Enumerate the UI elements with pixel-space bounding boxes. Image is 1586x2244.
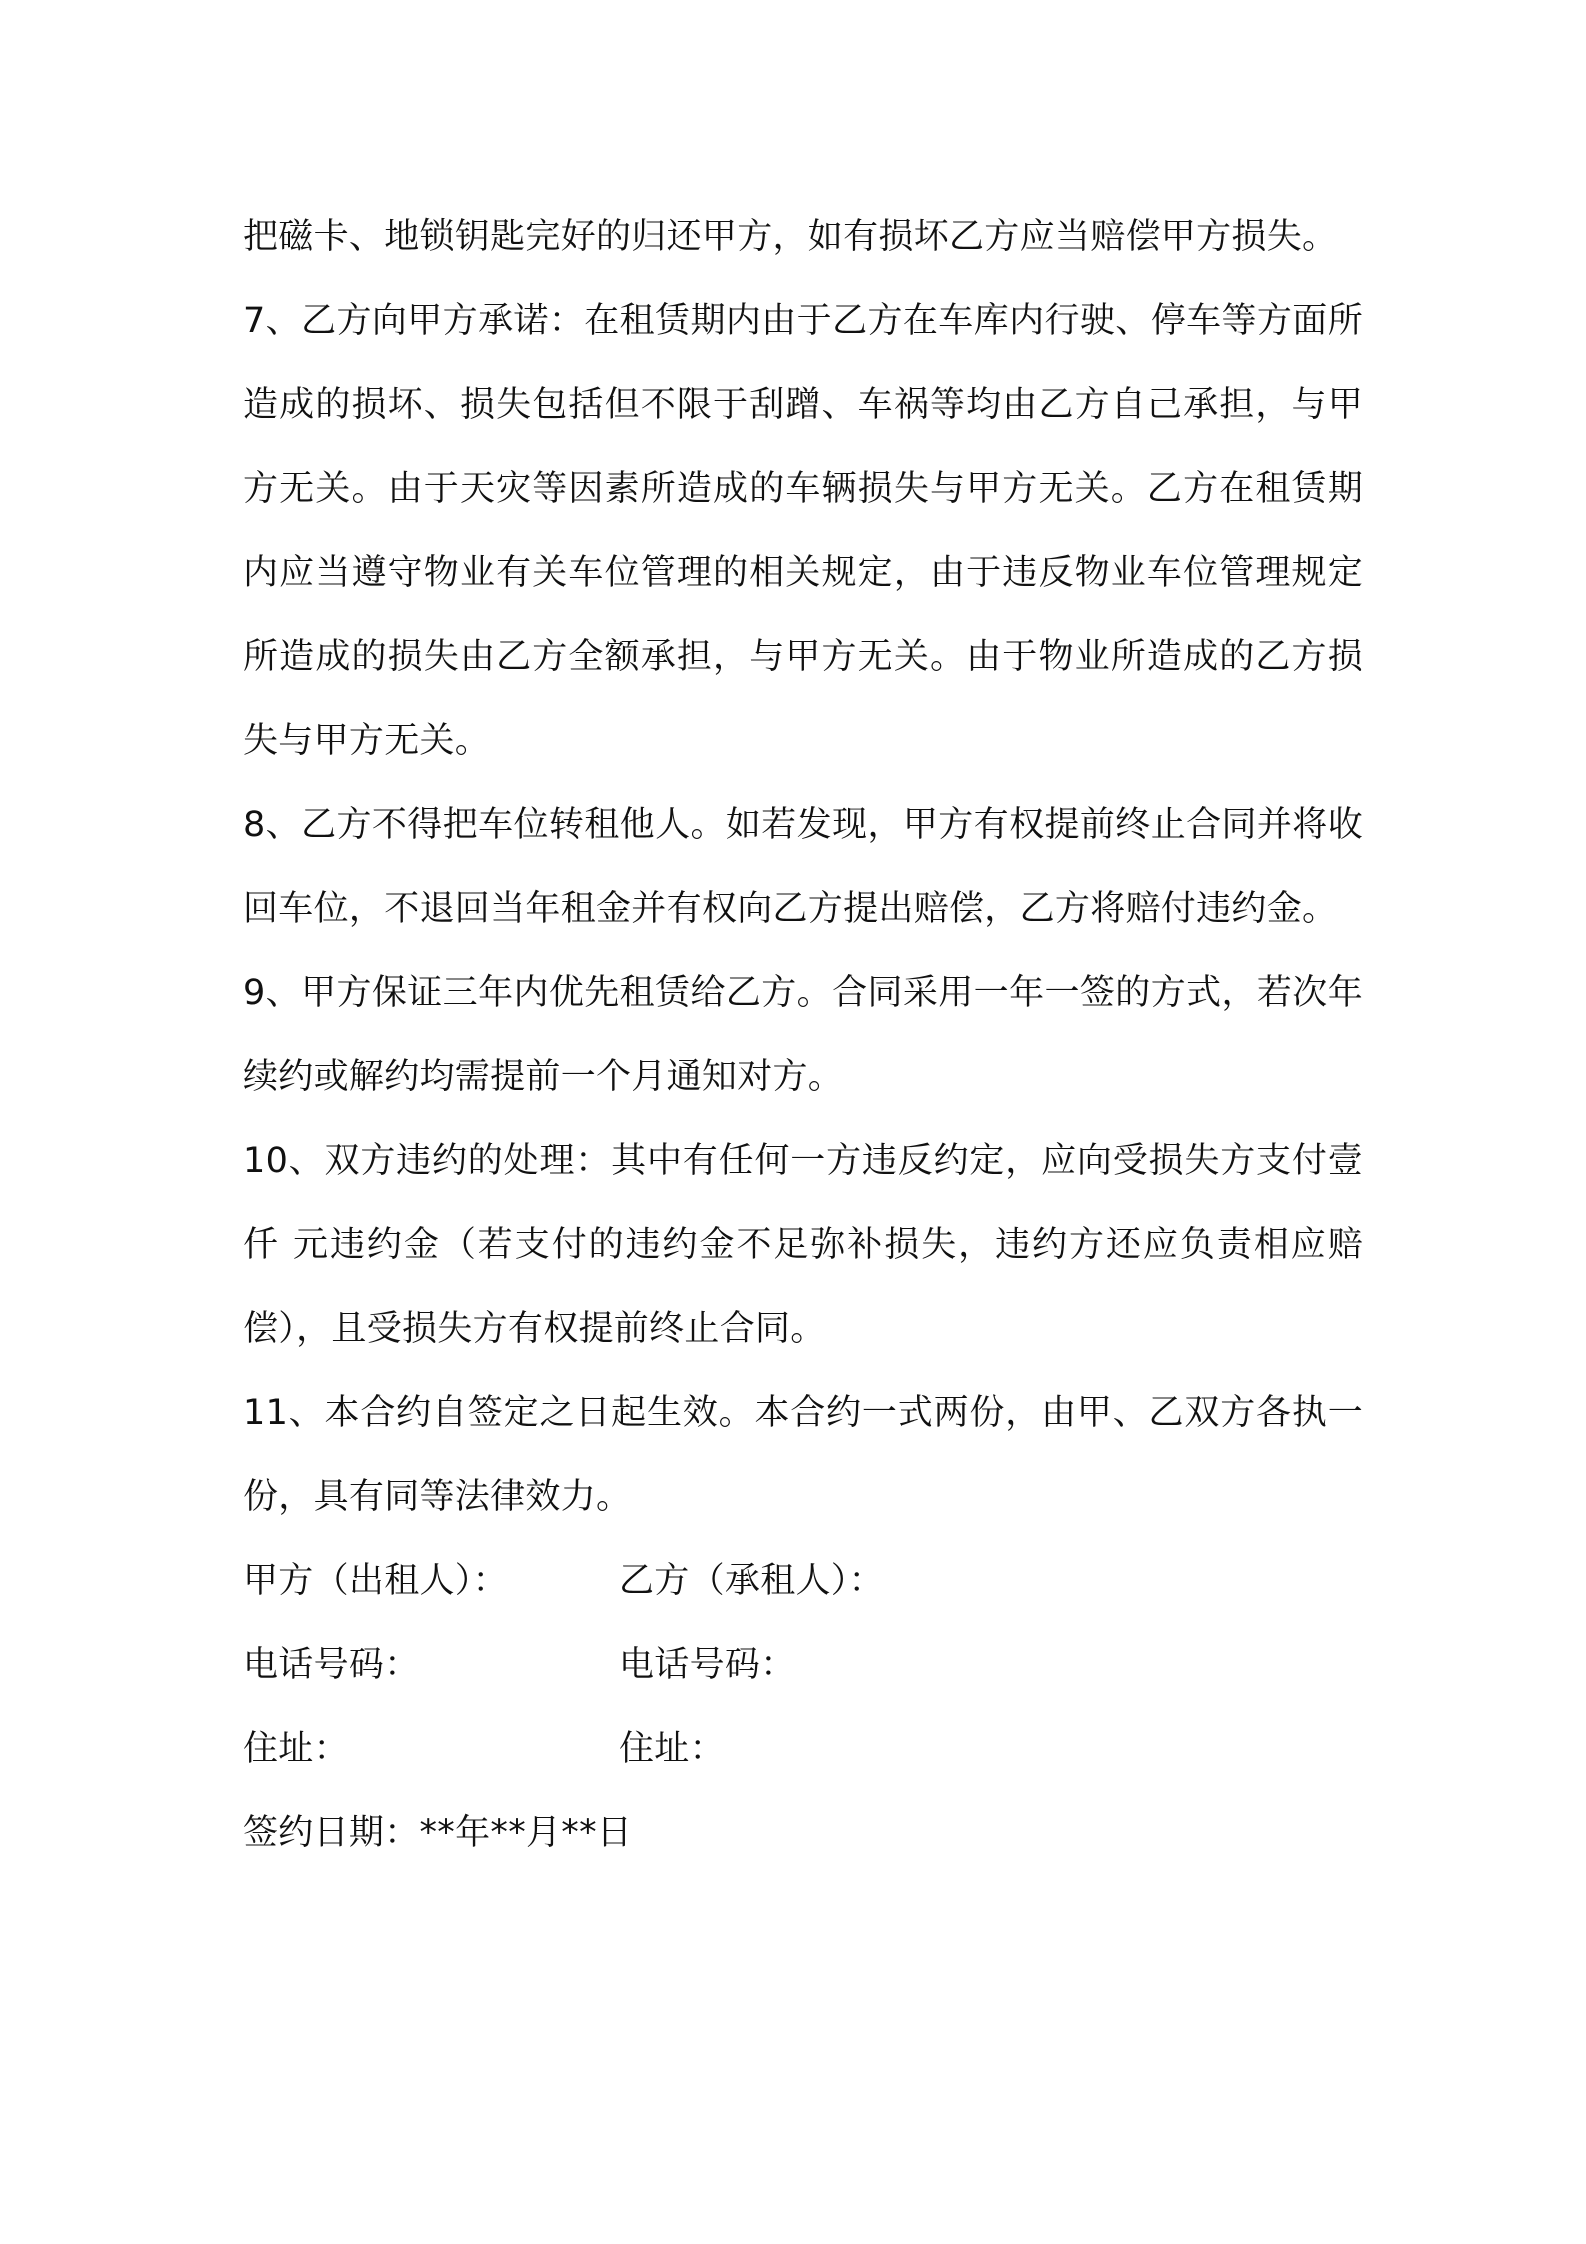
- clause-8: 8、乙方不得把车位转租他人。如若发现，甲方有权提前终止合同并将收回车位，不退回当年租金并有权向乙方提出赔偿，乙方将赔付违约金。: [243, 805, 1363, 929]
- signature-address-row: [243, 1707, 1363, 1791]
- sign-date: 签约日期：**年**月**日: [243, 1813, 633, 1853]
- clause-6-continuation: 把磁卡、地锁钥匙完好的归还甲方，如有损坏乙方应当赔偿甲方损失。: [243, 217, 1338, 257]
- party-a-address-label: 住址：: [243, 1729, 349, 1769]
- party-a-phone-label: 电话号码：: [243, 1645, 420, 1685]
- clause-10: 10、双方违约的处理：其中有任何一方违反约定，应向受损失方支付壹仟 元违约金（若支付的违约金不足弥补损失，违约方还应负责相应赔偿），且受损失方有权提前终止合同。: [243, 1141, 1363, 1349]
- clause-9: 9、甲方保证三年内优先租赁给乙方。合同采用一年一签的方式，若次年续约或解约均需提前一个月通知对方。: [243, 973, 1363, 1097]
- signature-party-row: [243, 1539, 1363, 1623]
- signature-phone-row: [243, 1623, 1363, 1707]
- clause-7: 7、乙方向甲方承诺：在租赁期内由于乙方在车库内行驶、停车等方面所造成的损坏、损失包括但不限于刮蹭、车祸等均由乙方自己承担，与甲方无关。由于天灾等因素所造成的车辆损失与甲方无关。乙方在租赁期内应当遵守物业有关车位管理的相关规定，由于违反物业车位管理规定所造成的损失由乙方全额承担，与甲方无关。由于物业所造成的乙方损失与甲方无关。: [243, 301, 1363, 761]
- signature-date-row: [243, 1791, 1363, 1875]
- party-b-address-label: 住址：: [619, 1729, 725, 1769]
- party-b-label: 乙方（承租人）：: [619, 1561, 884, 1601]
- party-b-phone-label: 电话号码：: [619, 1645, 796, 1685]
- clause-11: 11、本合约自签定之日起生效。本合约一式两份，由甲、乙双方各执一份，具有同等法律效力。: [243, 1393, 1363, 1517]
- party-a-label: 甲方（出租人）：: [243, 1561, 508, 1601]
- contract-body: [243, 195, 1363, 1875]
